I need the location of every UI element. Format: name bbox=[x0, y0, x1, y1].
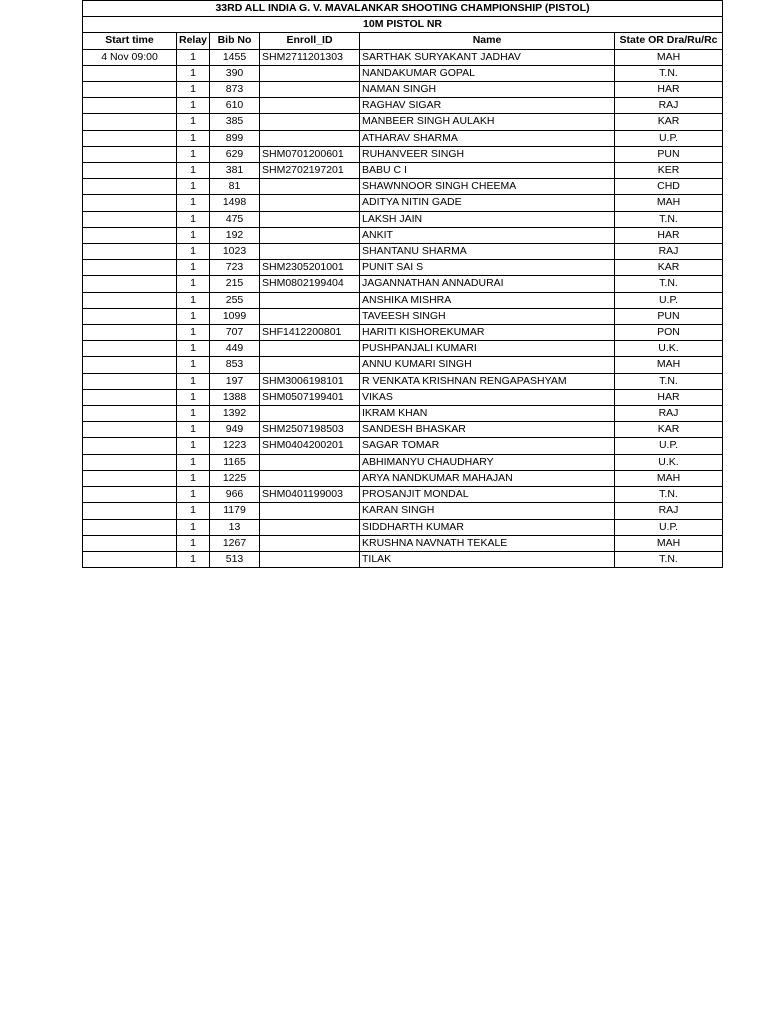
column-header-enroll-id: Enroll_ID bbox=[260, 33, 360, 49]
relay-cell: 1 bbox=[177, 535, 210, 551]
bib-no-cell: 390 bbox=[210, 65, 260, 81]
column-header-state: State OR Dra/Ru/Rc bbox=[615, 33, 723, 49]
relay-cell: 1 bbox=[177, 146, 210, 162]
table-row bbox=[83, 244, 723, 260]
name-cell: PUSHPANJALI KUMARI bbox=[360, 341, 615, 357]
enroll-id-cell bbox=[260, 98, 360, 114]
name-cell: RUHANVEER SINGH bbox=[360, 146, 615, 162]
table-row bbox=[83, 146, 723, 162]
state-cell: RAJ bbox=[615, 406, 723, 422]
table-row bbox=[83, 65, 723, 81]
start-time-cell bbox=[83, 82, 177, 98]
name-cell: BABU C I bbox=[360, 163, 615, 179]
enroll-id-cell bbox=[260, 551, 360, 567]
state-cell: KAR bbox=[615, 260, 723, 276]
enroll-id-cell: SHM2711201303 bbox=[260, 49, 360, 65]
relay-cell: 1 bbox=[177, 470, 210, 486]
enroll-id-cell: SHF1412200801 bbox=[260, 325, 360, 341]
start-time-cell bbox=[83, 406, 177, 422]
start-time-cell bbox=[83, 308, 177, 324]
name-cell: ARYA NANDKUMAR MAHAJAN bbox=[360, 470, 615, 486]
bib-no-cell: 1498 bbox=[210, 195, 260, 211]
table-row bbox=[83, 82, 723, 98]
table-row bbox=[83, 470, 723, 486]
bib-no-cell: 81 bbox=[210, 179, 260, 195]
bib-no-cell: 192 bbox=[210, 227, 260, 243]
name-cell: TAVEESH SINGH bbox=[360, 308, 615, 324]
relay-cell: 1 bbox=[177, 406, 210, 422]
bib-no-cell: 449 bbox=[210, 341, 260, 357]
bib-no-cell: 853 bbox=[210, 357, 260, 373]
relay-cell: 1 bbox=[177, 211, 210, 227]
bib-no-cell: 197 bbox=[210, 373, 260, 389]
name-cell: IKRAM KHAN bbox=[360, 406, 615, 422]
relay-cell: 1 bbox=[177, 422, 210, 438]
table-row bbox=[83, 325, 723, 341]
column-header-bib-no: Bib No bbox=[210, 33, 260, 49]
relay-cell: 1 bbox=[177, 308, 210, 324]
bib-no-cell: 1455 bbox=[210, 49, 260, 65]
table-row bbox=[83, 422, 723, 438]
enroll-id-cell bbox=[260, 179, 360, 195]
name-cell: SIDDHARTH KUMAR bbox=[360, 519, 615, 535]
start-time-cell bbox=[83, 325, 177, 341]
state-cell: PUN bbox=[615, 146, 723, 162]
bib-no-cell: 707 bbox=[210, 325, 260, 341]
table-row bbox=[83, 535, 723, 551]
enroll-id-cell bbox=[260, 82, 360, 98]
table-row bbox=[83, 114, 723, 130]
state-cell: HAR bbox=[615, 82, 723, 98]
enroll-id-cell bbox=[260, 341, 360, 357]
start-list-table bbox=[82, 0, 723, 568]
bib-no-cell: 949 bbox=[210, 422, 260, 438]
name-cell: ATHARAV SHARMA bbox=[360, 130, 615, 146]
state-cell: PUN bbox=[615, 308, 723, 324]
bib-no-cell: 1225 bbox=[210, 470, 260, 486]
name-cell: VIKAS bbox=[360, 389, 615, 405]
start-time-cell bbox=[83, 503, 177, 519]
column-header-relay: Relay bbox=[177, 33, 210, 49]
table-row bbox=[83, 438, 723, 454]
state-cell: KAR bbox=[615, 114, 723, 130]
table-row bbox=[83, 357, 723, 373]
start-time-cell bbox=[83, 292, 177, 308]
bib-no-cell: 966 bbox=[210, 487, 260, 503]
header-row bbox=[83, 33, 723, 49]
bib-no-cell: 385 bbox=[210, 114, 260, 130]
relay-cell: 1 bbox=[177, 519, 210, 535]
enroll-id-cell bbox=[260, 114, 360, 130]
enroll-id-cell: SHM2702197201 bbox=[260, 163, 360, 179]
enroll-id-cell bbox=[260, 130, 360, 146]
column-header-start-time: Start time bbox=[83, 33, 177, 49]
state-cell: U.K. bbox=[615, 341, 723, 357]
relay-cell: 1 bbox=[177, 276, 210, 292]
table-row bbox=[83, 487, 723, 503]
table-row bbox=[83, 308, 723, 324]
table-row bbox=[83, 49, 723, 65]
start-time-cell bbox=[83, 260, 177, 276]
start-time-cell: 4 Nov 09:00 bbox=[83, 49, 177, 65]
name-cell: ANSHIKA MISHRA bbox=[360, 292, 615, 308]
bib-no-cell: 1099 bbox=[210, 308, 260, 324]
state-cell: RAJ bbox=[615, 244, 723, 260]
start-time-cell bbox=[83, 227, 177, 243]
name-cell: RAGHAV SIGAR bbox=[360, 98, 615, 114]
relay-cell: 1 bbox=[177, 244, 210, 260]
name-cell: TILAK bbox=[360, 551, 615, 567]
start-time-cell bbox=[83, 438, 177, 454]
name-cell: SHAWNNOOR SINGH CHEEMA bbox=[360, 179, 615, 195]
name-cell: SANDESH BHASKAR bbox=[360, 422, 615, 438]
subtitle-row bbox=[83, 17, 723, 33]
enroll-id-cell bbox=[260, 519, 360, 535]
bib-no-cell: 723 bbox=[210, 260, 260, 276]
relay-cell: 1 bbox=[177, 195, 210, 211]
enroll-id-cell: SHM2305201001 bbox=[260, 260, 360, 276]
table-row bbox=[83, 179, 723, 195]
start-time-cell bbox=[83, 519, 177, 535]
start-time-cell bbox=[83, 276, 177, 292]
start-time-cell bbox=[83, 487, 177, 503]
table-row bbox=[83, 276, 723, 292]
start-time-cell bbox=[83, 389, 177, 405]
bib-no-cell: 629 bbox=[210, 146, 260, 162]
state-cell: PON bbox=[615, 325, 723, 341]
table-row bbox=[83, 163, 723, 179]
state-cell: MAH bbox=[615, 195, 723, 211]
state-cell: HAR bbox=[615, 389, 723, 405]
name-cell: PROSANJIT MONDAL bbox=[360, 487, 615, 503]
state-cell: RAJ bbox=[615, 98, 723, 114]
name-cell: PUNIT SAI S bbox=[360, 260, 615, 276]
name-cell: KRUSHNA NAVNATH TEKALE bbox=[360, 535, 615, 551]
name-cell: NAMAN SINGH bbox=[360, 82, 615, 98]
enroll-id-cell bbox=[260, 65, 360, 81]
enroll-id-cell bbox=[260, 308, 360, 324]
relay-cell: 1 bbox=[177, 454, 210, 470]
state-cell: T.N. bbox=[615, 276, 723, 292]
start-time-cell bbox=[83, 535, 177, 551]
start-time-cell bbox=[83, 211, 177, 227]
name-cell: ADITYA NITIN GADE bbox=[360, 195, 615, 211]
bib-no-cell: 1223 bbox=[210, 438, 260, 454]
start-time-cell bbox=[83, 114, 177, 130]
enroll-id-cell: SHM0401199003 bbox=[260, 487, 360, 503]
name-cell: KARAN SINGH bbox=[360, 503, 615, 519]
relay-cell: 1 bbox=[177, 357, 210, 373]
enroll-id-cell bbox=[260, 244, 360, 260]
relay-cell: 1 bbox=[177, 487, 210, 503]
start-time-cell bbox=[83, 470, 177, 486]
start-time-cell bbox=[83, 551, 177, 567]
enroll-id-cell: SHM0701200601 bbox=[260, 146, 360, 162]
start-time-cell bbox=[83, 65, 177, 81]
bib-no-cell: 873 bbox=[210, 82, 260, 98]
enroll-id-cell: SHM2507198503 bbox=[260, 422, 360, 438]
bib-no-cell: 255 bbox=[210, 292, 260, 308]
name-cell: MANBEER SINGH AULAKH bbox=[360, 114, 615, 130]
table-row bbox=[83, 98, 723, 114]
state-cell: CHD bbox=[615, 179, 723, 195]
name-cell: ABHIMANYU CHAUDHARY bbox=[360, 454, 615, 470]
bib-no-cell: 475 bbox=[210, 211, 260, 227]
enroll-id-cell bbox=[260, 470, 360, 486]
state-cell: T.N. bbox=[615, 211, 723, 227]
relay-cell: 1 bbox=[177, 82, 210, 98]
relay-cell: 1 bbox=[177, 389, 210, 405]
relay-cell: 1 bbox=[177, 260, 210, 276]
name-cell: JAGANNATHAN ANNADURAI bbox=[360, 276, 615, 292]
table-row bbox=[83, 551, 723, 567]
name-cell: ANNU KUMARI SINGH bbox=[360, 357, 615, 373]
state-cell: U.P. bbox=[615, 292, 723, 308]
relay-cell: 1 bbox=[177, 551, 210, 567]
bib-no-cell: 513 bbox=[210, 551, 260, 567]
column-header-name: Name bbox=[360, 33, 615, 49]
start-time-cell bbox=[83, 163, 177, 179]
state-cell: U.P. bbox=[615, 519, 723, 535]
enroll-id-cell bbox=[260, 292, 360, 308]
state-cell: U.K. bbox=[615, 454, 723, 470]
bib-no-cell: 1023 bbox=[210, 244, 260, 260]
relay-cell: 1 bbox=[177, 503, 210, 519]
relay-cell: 1 bbox=[177, 130, 210, 146]
bib-no-cell: 1165 bbox=[210, 454, 260, 470]
table-row bbox=[83, 260, 723, 276]
start-time-cell bbox=[83, 373, 177, 389]
bib-no-cell: 381 bbox=[210, 163, 260, 179]
start-time-cell bbox=[83, 422, 177, 438]
enroll-id-cell bbox=[260, 227, 360, 243]
state-cell: RAJ bbox=[615, 503, 723, 519]
enroll-id-cell bbox=[260, 535, 360, 551]
name-cell: HARITI KISHOREKUMAR bbox=[360, 325, 615, 341]
table-row bbox=[83, 130, 723, 146]
title-row bbox=[83, 1, 723, 17]
enroll-id-cell: SHM3006198101 bbox=[260, 373, 360, 389]
name-cell: LAKSH JAIN bbox=[360, 211, 615, 227]
name-cell: R VENKATA KRISHNAN RENGAPASHYAM bbox=[360, 373, 615, 389]
name-cell: SAGAR TOMAR bbox=[360, 438, 615, 454]
state-cell: KER bbox=[615, 163, 723, 179]
relay-cell: 1 bbox=[177, 49, 210, 65]
table-row bbox=[83, 389, 723, 405]
table-row bbox=[83, 373, 723, 389]
state-cell: T.N. bbox=[615, 551, 723, 567]
state-cell: MAH bbox=[615, 470, 723, 486]
table-row bbox=[83, 211, 723, 227]
state-cell: U.P. bbox=[615, 130, 723, 146]
bib-no-cell: 1392 bbox=[210, 406, 260, 422]
name-cell: SHANTANU SHARMA bbox=[360, 244, 615, 260]
bib-no-cell: 1267 bbox=[210, 535, 260, 551]
table-row bbox=[83, 454, 723, 470]
enroll-id-cell: SHM0802199404 bbox=[260, 276, 360, 292]
bib-no-cell: 13 bbox=[210, 519, 260, 535]
start-time-cell bbox=[83, 146, 177, 162]
relay-cell: 1 bbox=[177, 292, 210, 308]
enroll-id-cell: SHM0404200201 bbox=[260, 438, 360, 454]
table-row bbox=[83, 227, 723, 243]
name-cell: ANKIT bbox=[360, 227, 615, 243]
state-cell: T.N. bbox=[615, 373, 723, 389]
state-cell: MAH bbox=[615, 535, 723, 551]
start-time-cell bbox=[83, 341, 177, 357]
relay-cell: 1 bbox=[177, 227, 210, 243]
bib-no-cell: 610 bbox=[210, 98, 260, 114]
enroll-id-cell bbox=[260, 195, 360, 211]
table-row bbox=[83, 519, 723, 535]
start-time-cell bbox=[83, 454, 177, 470]
relay-cell: 1 bbox=[177, 341, 210, 357]
enroll-id-cell bbox=[260, 211, 360, 227]
enroll-id-cell bbox=[260, 357, 360, 373]
relay-cell: 1 bbox=[177, 373, 210, 389]
start-time-cell bbox=[83, 195, 177, 211]
relay-cell: 1 bbox=[177, 438, 210, 454]
bib-no-cell: 215 bbox=[210, 276, 260, 292]
start-time-cell bbox=[83, 179, 177, 195]
state-cell: MAH bbox=[615, 357, 723, 373]
relay-cell: 1 bbox=[177, 65, 210, 81]
relay-cell: 1 bbox=[177, 114, 210, 130]
state-cell: U.P. bbox=[615, 438, 723, 454]
name-cell: SARTHAK SURYAKANT JADHAV bbox=[360, 49, 615, 65]
start-time-cell bbox=[83, 244, 177, 260]
enroll-id-cell: SHM0507199401 bbox=[260, 389, 360, 405]
state-cell: MAH bbox=[615, 49, 723, 65]
relay-cell: 1 bbox=[177, 179, 210, 195]
enroll-id-cell bbox=[260, 503, 360, 519]
relay-cell: 1 bbox=[177, 325, 210, 341]
table-row bbox=[83, 292, 723, 308]
start-time-cell bbox=[83, 357, 177, 373]
table-row bbox=[83, 503, 723, 519]
bib-no-cell: 899 bbox=[210, 130, 260, 146]
relay-cell: 1 bbox=[177, 98, 210, 114]
state-cell: HAR bbox=[615, 227, 723, 243]
name-cell: NANDAKUMAR GOPAL bbox=[360, 65, 615, 81]
table-row bbox=[83, 406, 723, 422]
enroll-id-cell bbox=[260, 454, 360, 470]
bib-no-cell: 1388 bbox=[210, 389, 260, 405]
state-cell: T.N. bbox=[615, 487, 723, 503]
table-row bbox=[83, 195, 723, 211]
state-cell: T.N. bbox=[615, 65, 723, 81]
bib-no-cell: 1179 bbox=[210, 503, 260, 519]
championship-title: 33RD ALL INDIA G. V. MAVALANKAR SHOOTING CHAMPIONSHIP (PISTOL) bbox=[83, 1, 723, 17]
start-time-cell bbox=[83, 98, 177, 114]
state-cell: KAR bbox=[615, 422, 723, 438]
table-row bbox=[83, 341, 723, 357]
relay-cell: 1 bbox=[177, 163, 210, 179]
event-subtitle: 10M PISTOL NR bbox=[83, 17, 723, 33]
start-time-cell bbox=[83, 130, 177, 146]
enroll-id-cell bbox=[260, 406, 360, 422]
